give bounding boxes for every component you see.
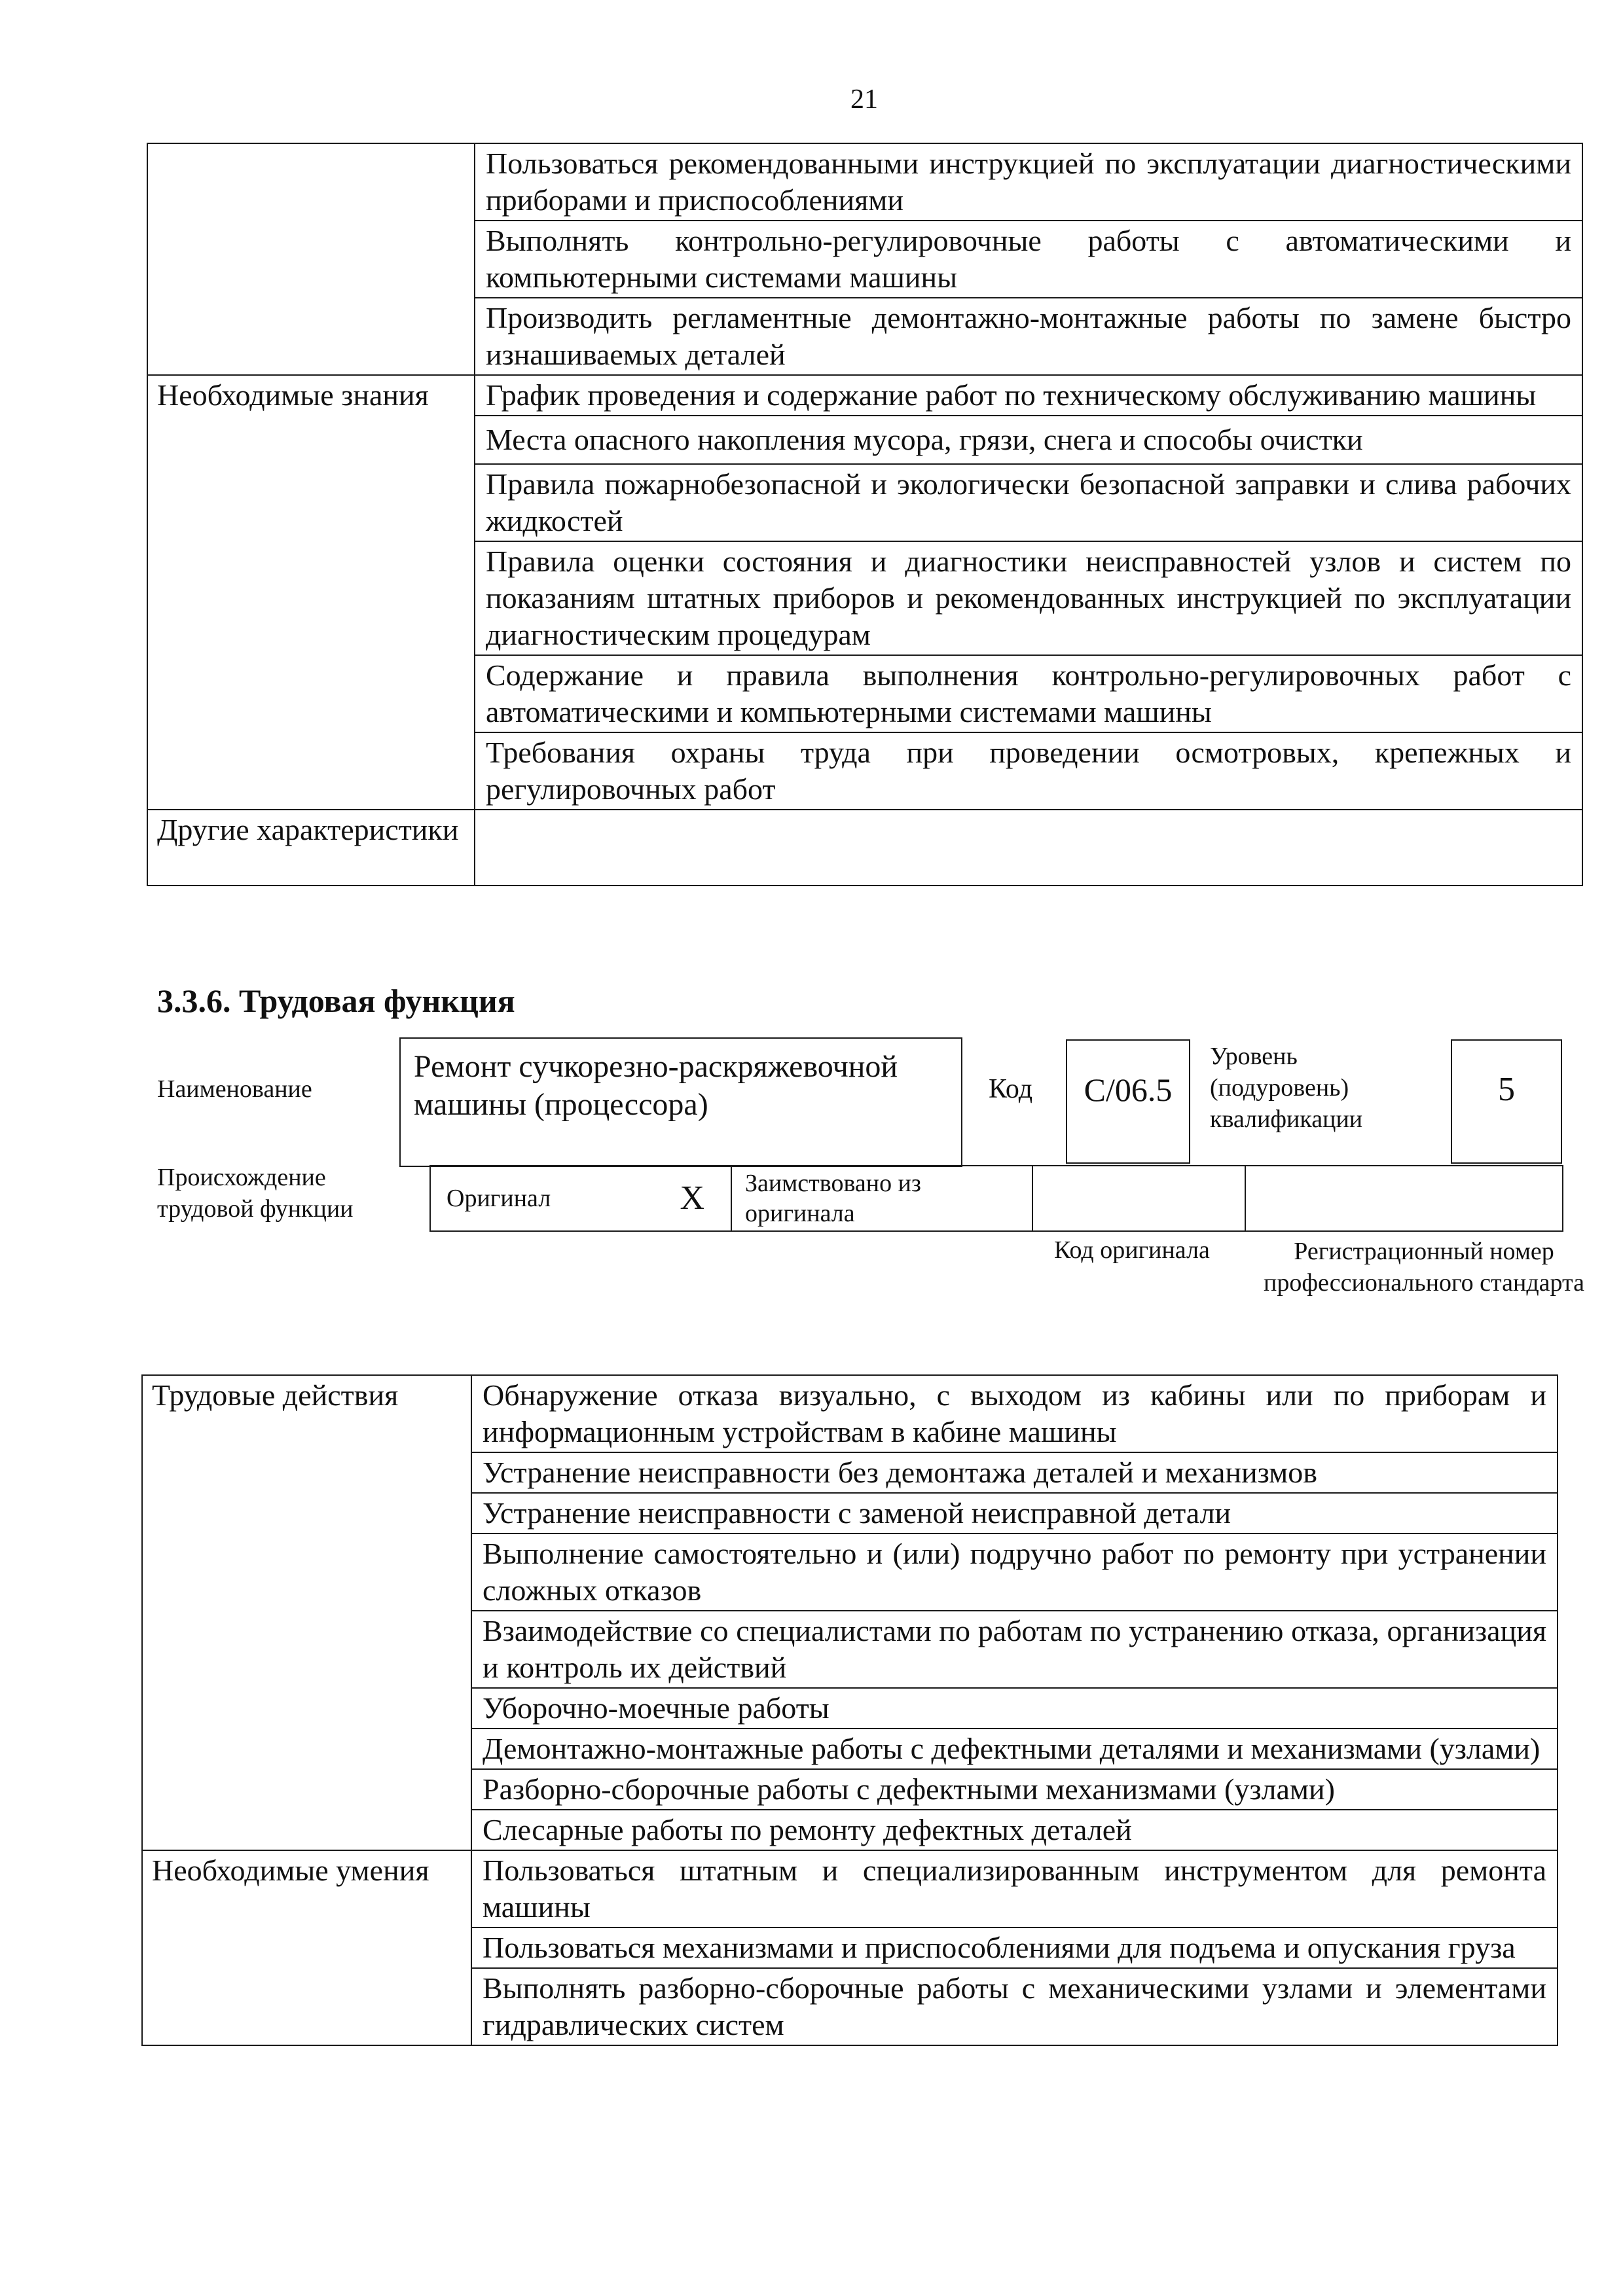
origin-reg-number-cell — [1245, 1166, 1563, 1231]
knowledge-item: Правила пожарнобезопасной и экологически безопасной заправки и слива рабочих жидкостей — [475, 464, 1582, 541]
code-value-box: C/06.5 — [1066, 1039, 1190, 1164]
skill-item: Производить регламентные демонтажно-монтажные работы по замене быстро изнашиваемых деталей — [475, 298, 1582, 375]
table-row — [142, 1850, 1558, 1928]
knowledge-item: Правила оценки состояния и диагностики неисправностей узлов и систем по показаниям штатных приборов и рекомендованных инструкцией по эксплуатации диагностическим процедурам — [475, 541, 1582, 655]
competency-table-continued — [147, 143, 1583, 886]
table-row — [147, 810, 1582, 886]
origin-borrowed-label: Заимствовано из оригинала — [745, 1170, 921, 1227]
labour-action-item: Устранение неисправности без демонтажа деталей и механизмов — [471, 1452, 1558, 1493]
knowledge-item: График проведения и содержание работ по техническому обслуживанию машины — [475, 375, 1582, 416]
table-row — [430, 1166, 1563, 1231]
table-row — [147, 143, 1582, 221]
labour-function-table — [141, 1374, 1558, 2046]
labour-action-item: Уборочно-моечные работы — [471, 1688, 1558, 1729]
skill-item: Пользоваться штатным и специализированным инструментом для ремонта машины — [471, 1850, 1558, 1928]
labour-action-item: Выполнение самостоятельно и (или) подручно работ по ремонту при устранении сложных отказов — [471, 1534, 1558, 1611]
name-label: Наименование — [157, 1075, 312, 1103]
labour-action-item: Слесарные работы по ремонту дефектных деталей — [471, 1810, 1558, 1850]
origin-original-label: Оригинал — [447, 1185, 551, 1212]
labour-action-item: Демонтажно-монтажные работы с дефектными деталями и механизмами (узлами) — [471, 1729, 1558, 1769]
origin-original-cell — [430, 1166, 731, 1231]
skill-item: Пользоваться механизмами и приспособлениями для подъема и опускания груза — [471, 1928, 1558, 1968]
skill-item: Пользоваться рекомендованными инструкцией по эксплуатации диагностическими приборами и приспособлениями — [475, 143, 1582, 221]
origin-label — [157, 1162, 393, 1225]
row-label-labour-actions: Трудовые действия — [142, 1375, 471, 1850]
labour-action-item: Взаимодействие со специалистами по работам по устранению отказа, организация и контроль их действий — [471, 1611, 1558, 1688]
table-row — [142, 1375, 1558, 1452]
origin-mark: X — [680, 1179, 704, 1217]
knowledge-item: Требования охраны труда при проведении осмотровых, крепежных и регулировочных работ — [475, 732, 1582, 810]
origin-code-cell — [1032, 1166, 1245, 1231]
function-name-box: Ремонт сучкорезно-раскряжевочной машины (процессора) — [399, 1037, 962, 1167]
labour-action-item: Разборно-сборочные работы с дефектными механизмами (узлами) — [471, 1769, 1558, 1810]
page-number: 21 — [850, 84, 878, 115]
qualification-level-label-text: Уровень (подуровень) квалификации — [1210, 1043, 1363, 1133]
skill-item: Выполнять контрольно-регулировочные работы с автоматическими и компьютерными системами машины — [475, 221, 1582, 298]
labour-action-item: Обнаружение отказа визуально, с выходом из кабины или по приборам и информационным устройствам в кабине машины — [471, 1375, 1558, 1452]
origin-table — [429, 1165, 1563, 1232]
row-label-required-knowledge: Необходимые знания — [147, 375, 475, 810]
knowledge-item: Содержание и правила выполнения контрольно-регулировочных работ с автоматическими и компьютерными системами машины — [475, 655, 1582, 732]
table-row — [147, 375, 1582, 416]
labour-action-item: Устранение неисправности с заменой неисправной детали — [471, 1493, 1558, 1534]
qualification-level-label — [1210, 1041, 1426, 1135]
skill-item: Выполнять разборно-сборочные работы с механическими узлами и элементами гидравлических систем — [471, 1968, 1558, 2045]
row-label-required-skills: Необходимые умения — [142, 1850, 471, 2045]
origin-borrowed-cell — [731, 1166, 1032, 1231]
code-original-label: Код оригинала — [1054, 1236, 1210, 1264]
qualification-level-box: 5 — [1451, 1039, 1562, 1164]
origin-label-text: Происхождение трудовой функции — [157, 1164, 354, 1223]
code-label: Код — [989, 1074, 1033, 1104]
knowledge-item: Места опасного накопления мусора, грязи, снега и способы очистки — [475, 416, 1582, 464]
registration-number-label: Регистрационный номер профессионального стандарта — [1264, 1238, 1584, 1297]
row-label-empty — [147, 143, 475, 375]
other-characteristics-value — [475, 810, 1582, 886]
section-heading: 3.3.6. Трудовая функция — [157, 982, 515, 1019]
row-label-other-characteristics: Другие характеристики — [147, 810, 475, 886]
